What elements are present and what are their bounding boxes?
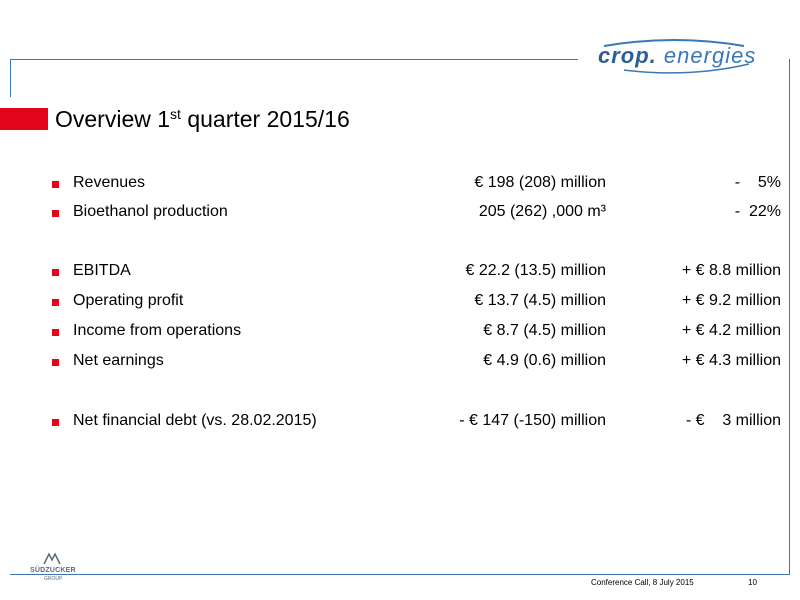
group-logo-sub: GROUP bbox=[44, 576, 63, 582]
title-main: Overview 1 bbox=[55, 106, 171, 132]
row-ebitda bbox=[0, 262, 800, 286]
row-change: + € 4.3 million bbox=[681, 352, 781, 369]
row-value: € 22.2 (13.5) million bbox=[465, 262, 606, 279]
title-superscript: st bbox=[170, 106, 181, 122]
logo-text-energies: energies bbox=[663, 43, 757, 68]
logo-text-crop: crop. bbox=[598, 43, 657, 68]
row-net-earnings bbox=[0, 352, 800, 376]
bullet-icon bbox=[52, 329, 59, 336]
page-title bbox=[55, 106, 350, 133]
row-change: + € 4.2 million bbox=[681, 322, 781, 339]
row-change: + € 8.8 million bbox=[681, 262, 781, 279]
bullet-icon bbox=[52, 359, 59, 366]
row-operating-profit bbox=[0, 292, 800, 316]
bullet-icon bbox=[52, 210, 59, 217]
row-income-from-operations bbox=[0, 322, 800, 346]
frame-top-line bbox=[10, 59, 578, 60]
row-label: EBITDA bbox=[73, 262, 131, 279]
row-revenues bbox=[0, 174, 800, 198]
row-label: Net earnings bbox=[73, 352, 164, 369]
bullet-icon bbox=[52, 269, 59, 276]
row-value: € 4.9 (0.6) million bbox=[483, 352, 606, 369]
row-value: € 8.7 (4.5) million bbox=[483, 322, 606, 339]
row-change: - 5% bbox=[734, 174, 781, 191]
bullet-icon bbox=[52, 299, 59, 306]
suedzucker-group-logo bbox=[30, 552, 74, 586]
footer-conference-call: Conference Call, 8 July 2015 bbox=[591, 578, 694, 587]
bullet-icon bbox=[52, 181, 59, 188]
row-value: € 198 (208) million bbox=[474, 174, 606, 191]
bullet-icon bbox=[52, 419, 59, 426]
group-logo-name: SÜDZUCKER bbox=[30, 567, 76, 574]
row-label: Income from operations bbox=[73, 322, 242, 339]
row-bioethanol-production bbox=[0, 203, 800, 227]
row-value: - € 147 (-150) million bbox=[459, 412, 606, 429]
row-value: € 13.7 (4.5) million bbox=[474, 292, 606, 309]
row-label: Net financial debt (vs. 28.02.2015) bbox=[73, 412, 317, 429]
logo-text bbox=[598, 43, 756, 69]
title-accent-bar bbox=[0, 108, 48, 130]
frame-right-line bbox=[789, 59, 790, 574]
cropenergies-logo bbox=[594, 38, 757, 74]
row-change: - 22% bbox=[734, 203, 781, 220]
row-label: Bioethanol production bbox=[73, 203, 228, 220]
row-change: - € 3 million bbox=[685, 412, 781, 429]
frame-left-line bbox=[10, 59, 11, 97]
row-net-financial-debt bbox=[0, 412, 800, 436]
suedzucker-mark-icon bbox=[42, 552, 62, 566]
row-value: 205 (262) ,000 m³ bbox=[478, 203, 606, 220]
row-label: Revenues bbox=[73, 174, 146, 191]
row-label: Operating profit bbox=[73, 292, 184, 309]
frame-bottom-line bbox=[10, 574, 790, 575]
page-number: 10 bbox=[748, 578, 757, 587]
title-rest: quarter 2015/16 bbox=[180, 106, 350, 132]
row-change: + € 9.2 million bbox=[681, 292, 781, 309]
